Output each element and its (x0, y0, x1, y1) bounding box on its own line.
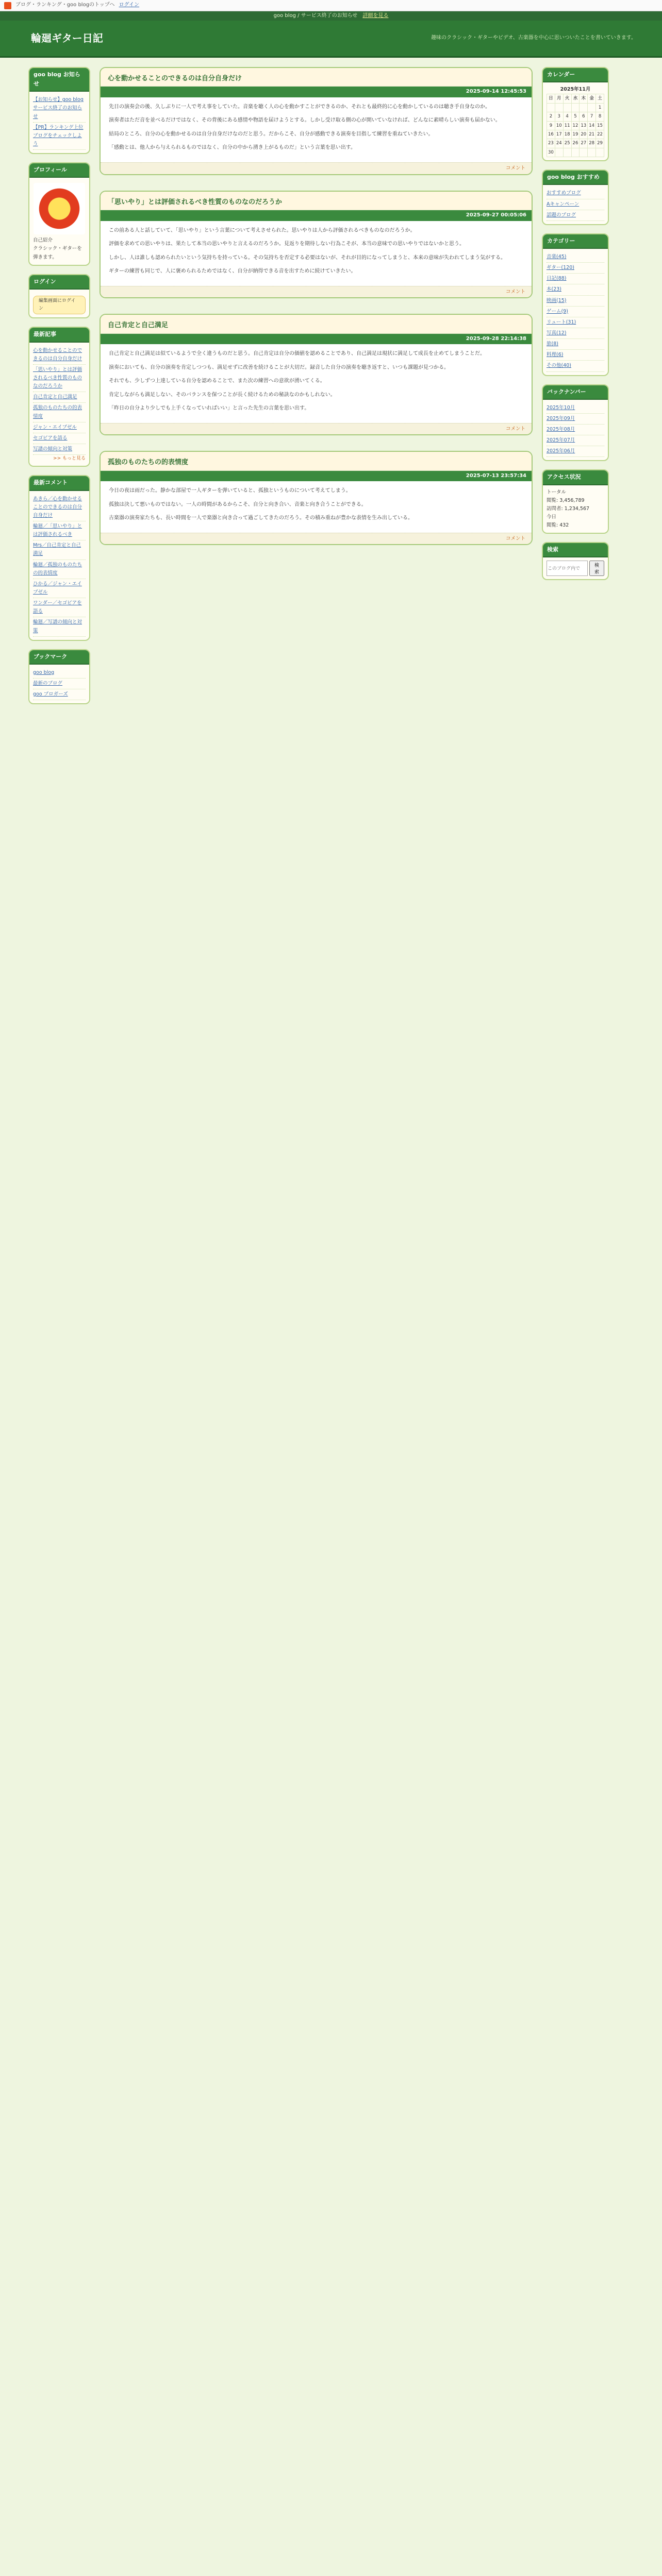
category-item[interactable]: 本(23) (547, 284, 604, 295)
blog-title[interactable]: 輪廻ギター日記 (31, 32, 103, 44)
entry-comment-link[interactable]: コメント (101, 423, 532, 435)
category-item[interactable]: ゲーム(9) (547, 307, 604, 317)
calendar-month: 2025年11月 (560, 87, 591, 93)
calendar-weekday: 日 (547, 94, 555, 103)
recent-item[interactable]: 孤独のものたちの的表情度 (33, 403, 86, 422)
calendar-weekday: 木 (580, 94, 588, 103)
backnumber-item[interactable]: 2025年10月 (547, 403, 604, 414)
access-today: 閲覧: 432 (547, 522, 569, 529)
entry-comment-link[interactable]: コメント (101, 533, 532, 545)
entry (100, 451, 533, 545)
calendar-day[interactable]: 30 (547, 148, 555, 157)
access-today-label: 今日 (547, 514, 557, 520)
bookmark-title: ブックマーク (29, 650, 89, 665)
entry-paragraph: それでも、少しずつ上達している自分を認めることで、また次の練習への意欲が湧いてくる。 (109, 378, 325, 384)
recent-item[interactable]: 心を動かせることのできるのは自分自身だけ (33, 346, 86, 365)
entry-paragraph: 「感動とは、他人から与えられるものではなく、自分の中から湧き上がるものだ」という言葉を思い出す。 (109, 145, 356, 151)
calendar-day[interactable]: 12 (571, 121, 580, 130)
notices-title: goo blog お知らせ (29, 68, 89, 92)
recommend-title: goo blog おすすめ (543, 171, 608, 185)
entry-paragraph: 今日の夜は雨だった。静かな部屋で一人ギターを弾いていると、孤独というものについて考えてしまう。 (109, 488, 351, 494)
entry-paragraph: しかし、人は誰しも認められたいという気持ちを持っている。その気持ちを否定する必要はないが、それが目的になってしまうと、本来の意味が失われてしまう気がする。 (109, 255, 506, 261)
calendar-weekday: 土 (596, 94, 604, 103)
entry-date: 2025-09-14 12:45:53 (101, 87, 532, 97)
top-bar-text: ブログ・ランキング・goo blogのトップへ (15, 2, 115, 8)
category-box (542, 233, 609, 376)
entry-paragraph: 演奏者はただ音を並べるだけではなく、その背後にある感情や物語を届けようとする。しかし受け取る側の心が開いていなければ、どんなに素晴らしい演奏も届かない。 (109, 117, 501, 124)
profile-box (28, 162, 90, 266)
calendar-day[interactable]: 2 (547, 112, 555, 121)
blog-description: 趣味のクラシック・ギターやビデオ、古楽器を中心に思いついたことを書いていきます。 (431, 35, 636, 41)
calendar-day[interactable]: 15 (596, 121, 604, 130)
calendar-day[interactable]: 29 (596, 139, 604, 148)
notice-item[interactable]: 【PR】ランキング上位ブログをチェックしよう (33, 123, 86, 150)
access-total: 閲覧: 3,456,789 (547, 497, 585, 503)
search-box (542, 542, 609, 580)
comment-item[interactable]: あきら／心を動かせることのできるのは自分自身だけ (33, 494, 86, 521)
access-visit: 訪問者: 1,234,567 (547, 505, 590, 512)
comment-item[interactable]: Mrs／自己肯定と自己満足 (33, 540, 86, 560)
calendar-day[interactable]: 11 (563, 121, 571, 130)
recent-item[interactable]: セゴビアを語る (33, 433, 86, 444)
backnumber-item[interactable]: 2025年07月 (547, 435, 604, 446)
entry (100, 191, 533, 299)
top-bar (0, 0, 662, 11)
access-box (542, 469, 609, 534)
recommend-item[interactable]: Aキャンペーン (547, 199, 604, 210)
profile-title: プロフィール (29, 163, 89, 178)
right-sidebar (542, 67, 609, 713)
calendar-day[interactable]: 19 (571, 130, 580, 139)
calendar-day[interactable]: 8 (596, 112, 604, 121)
calendar-day (571, 148, 580, 157)
calendar-day (563, 148, 571, 157)
access-title: アクセス状況 (543, 470, 608, 485)
entry-paragraph: 演奏においても、自分の演奏を肯定しつつも、満足せずに改善を続けることが大切だ。録音した自分の演奏を聴き返すと、いつも課題が見つかる。 (109, 364, 449, 370)
category-item[interactable]: 写真(12) (547, 328, 604, 339)
more-link[interactable]: >> もっと見る (53, 456, 86, 462)
recent-title: 最新記事 (29, 328, 89, 342)
calendar-day (580, 148, 588, 157)
main-content (100, 67, 533, 713)
calendar-day[interactable]: 1 (596, 103, 604, 112)
comment-item[interactable]: ワンダー／セゴビアを語る (33, 598, 86, 617)
recent-item[interactable]: ジャン・エイブゼル (33, 422, 86, 433)
calendar-day (580, 103, 588, 112)
notice-strip (0, 11, 662, 21)
backnumber-box (542, 384, 609, 462)
calendar-box (542, 67, 609, 161)
entry-date: 2025-07-13 23:57:34 (101, 471, 532, 482)
calendar-day[interactable]: 24 (555, 139, 563, 148)
entry-paragraph: 「昨日の自分より少しでも上手くなっていればいい」と言った先生の言葉を思い出す。 (109, 405, 310, 412)
login-title: ログイン (29, 275, 89, 290)
entry-title[interactable]: 自己肯定と自己満足 (108, 321, 169, 330)
backnumber-item[interactable]: 2025年06月 (547, 446, 604, 457)
category-item[interactable]: 料理(6) (547, 350, 604, 361)
calendar-weekday: 火 (563, 94, 571, 103)
recommend-item[interactable]: 話題のブログ (547, 210, 604, 221)
calendar-day[interactable]: 20 (580, 130, 588, 139)
calendar-day[interactable]: 23 (547, 139, 555, 148)
calendar-day[interactable]: 4 (563, 112, 571, 121)
notice-item[interactable]: 【お知らせ】goo blogサービス終了のお知らせ (33, 95, 86, 122)
category-item[interactable]: 旅(8) (547, 339, 604, 350)
calendar-table (547, 94, 604, 157)
calendar-day[interactable]: 13 (580, 121, 588, 130)
calendar-weekday: 水 (571, 94, 580, 103)
entry (100, 67, 533, 175)
entry-paragraph: 肯定しながらも満足しない、そのバランスを保つことが長く続けるための秘訣なのかもしれない。 (109, 392, 336, 398)
notice-link[interactable]: 詳細を見る (362, 12, 389, 19)
recent-item[interactable]: 「思いやり」とは評価されるべき性質のものなのだろうか (33, 365, 86, 392)
calendar-day (588, 103, 596, 112)
calendar-day[interactable]: 26 (571, 139, 580, 148)
category-item[interactable]: ギター(120) (547, 263, 604, 274)
category-item[interactable]: その他(40) (547, 361, 604, 371)
notice-text: goo blog / サービス終了のお知らせ (273, 12, 358, 19)
entry-comment-link[interactable]: コメント (101, 162, 532, 174)
entry-title[interactable]: 孤独のものたちの的表情度 (108, 459, 189, 467)
bookmark-item[interactable]: goo ブロガーズ (33, 689, 86, 700)
backnumber-title: バックナンバー (543, 385, 608, 400)
calendar-day[interactable]: 14 (588, 121, 596, 130)
calendar-weekday: 金 (588, 94, 596, 103)
recommend-box (542, 170, 609, 225)
comments-box (28, 475, 90, 640)
calendar-day (547, 103, 555, 112)
entry (100, 314, 533, 435)
calendar-day[interactable]: 10 (555, 121, 563, 130)
calendar-title: カレンダー (543, 68, 608, 82)
entry-comment-link[interactable]: コメント (101, 286, 532, 298)
calendar-day (563, 103, 571, 112)
comment-item[interactable]: 輪廻／写譜の傾向と対策 (33, 617, 86, 636)
notices-box (28, 67, 90, 154)
calendar-day[interactable]: 5 (571, 112, 580, 121)
recent-entries-box (28, 327, 90, 467)
calendar-weekday: 月 (555, 94, 563, 103)
calendar-day[interactable]: 6 (580, 112, 588, 121)
goo-logo-icon[interactable] (4, 2, 11, 9)
search-title: 検索 (543, 543, 608, 557)
entry-paragraph: 先日の演奏会の後、久しぶりに一人で考え事をしていた。音楽を聴く人の心を動かすことができるのか、それとも最終的に心を動かしているのは聴き手自身なのか。 (109, 104, 490, 110)
login-box (28, 274, 90, 319)
category-title: カテゴリー (543, 234, 608, 249)
calendar-day[interactable]: 21 (588, 130, 596, 139)
calendar-day[interactable]: 17 (555, 130, 563, 139)
search-input[interactable] (547, 561, 588, 576)
profile-name: 自己紹介 (33, 238, 53, 244)
calendar-day[interactable]: 16 (547, 130, 555, 139)
calendar-day (588, 148, 596, 157)
category-item[interactable]: 映画(15) (547, 296, 604, 307)
backnumber-item[interactable]: 2025年08月 (547, 425, 604, 435)
bookmark-box (28, 649, 90, 705)
calendar-day[interactable]: 3 (555, 112, 563, 121)
calendar-day[interactable]: 22 (596, 130, 604, 139)
entry-title[interactable]: 「思いやり」とは評価されるべき性質のものなのだろうか (108, 198, 283, 206)
calendar-day[interactable]: 18 (563, 130, 571, 139)
entry-paragraph: 結局のところ、自分の心を動かせるのは自分自身だけなのだと思う。だからこそ、自分が感動できる演奏を目指して練習を重ねていきたい。 (109, 131, 434, 137)
calendar-day[interactable]: 25 (563, 139, 571, 148)
login-button[interactable]: 編集画面にログイン (33, 296, 86, 315)
entry-paragraph: 古楽器の演奏家たちも、長い時間を一人で楽器と向き合って過ごしてきたのだろう。その積み重ねが豊かな表情を生み出している。 (109, 515, 413, 521)
recent-item[interactable]: 自己肯定と自己満足 (33, 392, 86, 403)
recent-item[interactable]: 写譜の傾向と対策 (33, 444, 86, 455)
entry-date: 2025-09-27 00:05:06 (101, 210, 532, 221)
backnumber-item[interactable]: 2025年09月 (547, 414, 604, 425)
calendar-day (555, 148, 563, 157)
blog-header (0, 21, 662, 58)
calendar-day[interactable]: 28 (588, 139, 596, 148)
recommend-item[interactable]: おすすめブログ (547, 188, 604, 199)
entry-date: 2025-09-28 22:14:38 (101, 334, 532, 345)
category-item[interactable]: リュート(31) (547, 317, 604, 328)
access-total-label: トータル (547, 489, 567, 495)
profile-text: クラシック・ギターを弾きます。 (33, 246, 82, 260)
bookmark-item[interactable]: 最新のブログ (33, 679, 86, 689)
calendar-day (555, 103, 563, 112)
comment-item[interactable]: 輪廻／孤独のものたちの的表情度 (33, 560, 86, 579)
search-button[interactable]: 検索 (589, 561, 604, 576)
bookmark-item[interactable]: goo blog (33, 668, 86, 679)
category-item[interactable]: 日記(88) (547, 274, 604, 284)
entry-paragraph: この前ある人と話していて、「思いやり」という言葉について考えさせられた。思いやりは人から評価されるべきものなのだろうか。 (109, 227, 416, 233)
comment-item[interactable]: 輪廻／「思いやり」とは評価されるべき (33, 521, 86, 540)
comment-item[interactable]: ひかる／ジャン・エイブゼル (33, 579, 86, 598)
calendar-day (596, 148, 604, 157)
category-item[interactable]: 音楽(45) (547, 252, 604, 263)
entry-paragraph: 評価を求めての思いやりは、果たして本当の思いやりと言えるのだろうか。見返りを期待しない行為こそが、本当の意味での思いやりではないかと思う。 (109, 241, 465, 247)
entry-paragraph: 自己肯定と自己満足は似ているようで全く違うものだと思う。自己肯定は自分の価値を認めることであり、自己満足は現状に満足して成長を止めてしまうことだ。 (109, 351, 485, 357)
entry-title[interactable]: 心を動かせることのできるのは自分自身だけ (108, 75, 242, 82)
calendar-day[interactable]: 9 (547, 121, 555, 130)
calendar-day[interactable]: 7 (588, 112, 596, 121)
calendar-day (571, 103, 580, 112)
calendar-day[interactable]: 27 (580, 139, 588, 148)
left-sidebar (28, 67, 90, 713)
comments-title: 最新コメント (29, 476, 89, 490)
login-link[interactable]: ログイン (119, 2, 140, 8)
avatar (34, 183, 85, 234)
entry-paragraph: ギターの練習も同じで、人に褒められるためではなく、自分が納得できる音を出すために続けていきたい。 (109, 268, 356, 275)
entry-paragraph: 孤独は決して悪いものではない。一人の時間があるからこそ、自分と向き合い、音楽と向き合うことができる。 (109, 501, 367, 507)
